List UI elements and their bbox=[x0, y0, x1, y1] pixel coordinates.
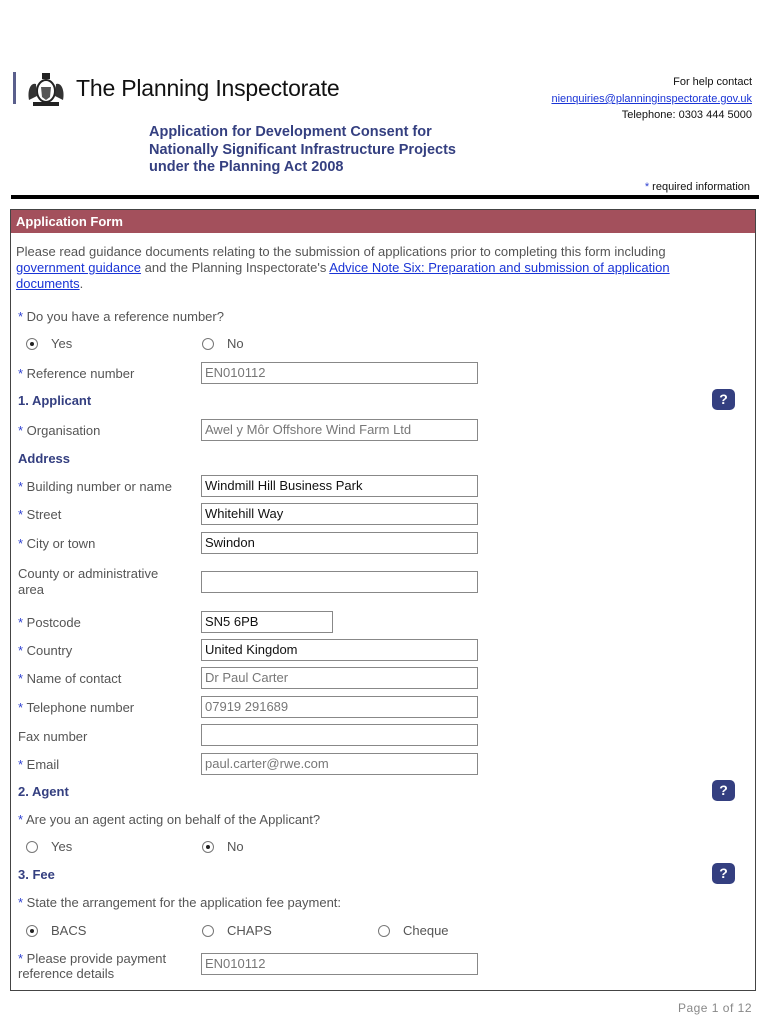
required-star: * bbox=[18, 951, 27, 966]
required-star: * bbox=[18, 895, 27, 910]
reference-number-label-text: Reference number bbox=[26, 366, 135, 381]
street-label-text: Street bbox=[26, 507, 62, 522]
required-star: * bbox=[18, 536, 27, 551]
fax-label: Fax number bbox=[18, 729, 88, 744]
fax-field[interactable] bbox=[201, 724, 478, 746]
required-star: * bbox=[18, 507, 27, 522]
intro-line-2 bbox=[16, 260, 670, 275]
document-title-line-3: under the Planning Act 2008 bbox=[149, 159, 344, 175]
fee-chaps-label: CHAPS bbox=[227, 923, 272, 938]
page-number: Page 1 of 12 bbox=[677, 1001, 752, 1015]
help-contact-title: For help contact bbox=[673, 76, 752, 88]
radio-unselected-icon bbox=[202, 925, 214, 937]
telephone-label bbox=[18, 700, 134, 715]
address-heading: Address bbox=[18, 451, 71, 466]
country-label-text: Country bbox=[26, 643, 73, 658]
county-label-line-1: County or administrative bbox=[18, 566, 159, 581]
required-star: * bbox=[18, 671, 27, 686]
fee-bacs-label: BACS bbox=[51, 923, 87, 938]
payment-reference-field[interactable]: EN010112 bbox=[201, 953, 478, 975]
county-label-line-2: area bbox=[18, 582, 45, 597]
radio-unselected-icon bbox=[202, 338, 214, 350]
required-star: * bbox=[18, 366, 27, 381]
agent-help-button[interactable]: ? bbox=[712, 780, 735, 801]
organisation-label-text: Organisation bbox=[26, 423, 101, 438]
application-form-box bbox=[10, 209, 756, 991]
reference-question bbox=[18, 309, 224, 324]
advice-note-six-link-cont[interactable]: documents bbox=[16, 276, 80, 291]
form-header-title: Application Form bbox=[16, 214, 123, 229]
required-star: * bbox=[18, 479, 27, 494]
contact-name-label-text: Name of contact bbox=[26, 671, 122, 686]
payment-reference-label-line-2: reference details bbox=[18, 966, 115, 981]
email-label-text: Email bbox=[26, 757, 60, 772]
country-label bbox=[18, 643, 72, 658]
agent-yes-label: Yes bbox=[51, 839, 73, 854]
intro-end: . bbox=[79, 276, 84, 291]
radio-selected-icon bbox=[26, 338, 38, 350]
reference-question-text: Do you have a reference number? bbox=[26, 309, 224, 324]
payment-reference-label-text: Please provide payment bbox=[26, 951, 167, 966]
help-email-link[interactable]: nienquiries@planninginspectorate.gov.uk bbox=[551, 93, 752, 105]
required-star: * bbox=[18, 757, 27, 772]
contact-name-field[interactable]: Dr Paul Carter bbox=[201, 667, 478, 689]
reference-yes-label: Yes bbox=[51, 336, 73, 351]
applicant-help-button[interactable]: ? bbox=[712, 389, 735, 410]
advice-note-six-link[interactable]: Advice Note Six: Preparation and submission of application bbox=[329, 260, 670, 275]
required-star: * bbox=[18, 812, 26, 827]
agent-question bbox=[18, 812, 320, 827]
building-label bbox=[18, 479, 172, 494]
county-field[interactable] bbox=[201, 571, 478, 593]
email-field[interactable]: paul.carter@rwe.com bbox=[201, 753, 478, 775]
fee-help-button[interactable]: ? bbox=[712, 863, 735, 884]
required-star: * bbox=[644, 181, 650, 193]
radio-selected-icon bbox=[26, 925, 38, 937]
organisation-field[interactable]: Awel y Môr Offshore Wind Farm Ltd bbox=[201, 419, 478, 441]
logo-bar bbox=[13, 72, 16, 104]
agent-no-label: No bbox=[227, 839, 244, 854]
required-text: required information bbox=[649, 181, 750, 193]
telephone-label-text: Telephone number bbox=[26, 700, 135, 715]
city-label-text: City or town bbox=[26, 536, 96, 551]
street-field[interactable]: Whitehill Way bbox=[201, 503, 478, 525]
postcode-label-text: Postcode bbox=[26, 615, 81, 630]
building-label-text: Building number or name bbox=[26, 479, 172, 494]
agent-question-text: Are you an agent acting on behalf of the Applicant? bbox=[25, 812, 321, 827]
payment-reference-label-line-1 bbox=[18, 951, 166, 966]
royal-crest-icon bbox=[23, 70, 69, 108]
intro-mid-text: and the Planning Inspectorate's bbox=[141, 260, 330, 275]
fee-question bbox=[18, 895, 341, 910]
organisation-name: The Planning Inspectorate bbox=[76, 75, 340, 101]
email-label bbox=[18, 757, 59, 772]
intro-line-1: Please read guidance documents relating to the submission of applications prior to completing this form including bbox=[16, 244, 666, 259]
help-telephone: Telephone: 0303 444 5000 bbox=[621, 109, 752, 121]
header-divider bbox=[11, 195, 759, 199]
required-information-note bbox=[645, 181, 750, 193]
government-guidance-link[interactable]: government guidance bbox=[16, 260, 142, 275]
postcode-label bbox=[18, 615, 81, 630]
reference-no-label: No bbox=[227, 336, 244, 351]
telephone-field[interactable]: 07919 291689 bbox=[201, 696, 478, 718]
section-fee: 3. Fee bbox=[18, 867, 55, 882]
building-field[interactable]: Windmill Hill Business Park bbox=[201, 475, 478, 497]
section-applicant: 1. Applicant bbox=[18, 393, 92, 408]
fee-question-text: State the arrangement for the application fee payment: bbox=[26, 895, 342, 910]
document-title-line-2: Nationally Significant Infrastructure Projects bbox=[149, 142, 456, 158]
reference-number-label bbox=[18, 366, 134, 381]
organisation-label bbox=[18, 423, 100, 438]
document-title-line-1: Application for Development Consent for bbox=[149, 124, 432, 140]
required-star: * bbox=[18, 643, 27, 658]
required-star: * bbox=[18, 423, 27, 438]
postcode-field[interactable]: SN5 6PB bbox=[201, 611, 333, 633]
reference-number-field[interactable]: EN010112 bbox=[201, 362, 478, 384]
street-label bbox=[18, 507, 61, 522]
radio-unselected-icon bbox=[378, 925, 390, 937]
radio-unselected-icon bbox=[26, 841, 38, 853]
radio-selected-icon bbox=[202, 841, 214, 853]
required-star: * bbox=[18, 700, 27, 715]
fee-cheque-label: Cheque bbox=[403, 923, 449, 938]
section-agent: 2. Agent bbox=[18, 784, 69, 799]
city-field[interactable]: Swindon bbox=[201, 532, 478, 554]
required-star: * bbox=[18, 309, 27, 324]
contact-name-label bbox=[18, 671, 121, 686]
intro-line-3 bbox=[16, 276, 83, 291]
country-field[interactable]: United Kingdom bbox=[201, 639, 478, 661]
required-star: * bbox=[18, 615, 27, 630]
city-label bbox=[18, 536, 95, 551]
